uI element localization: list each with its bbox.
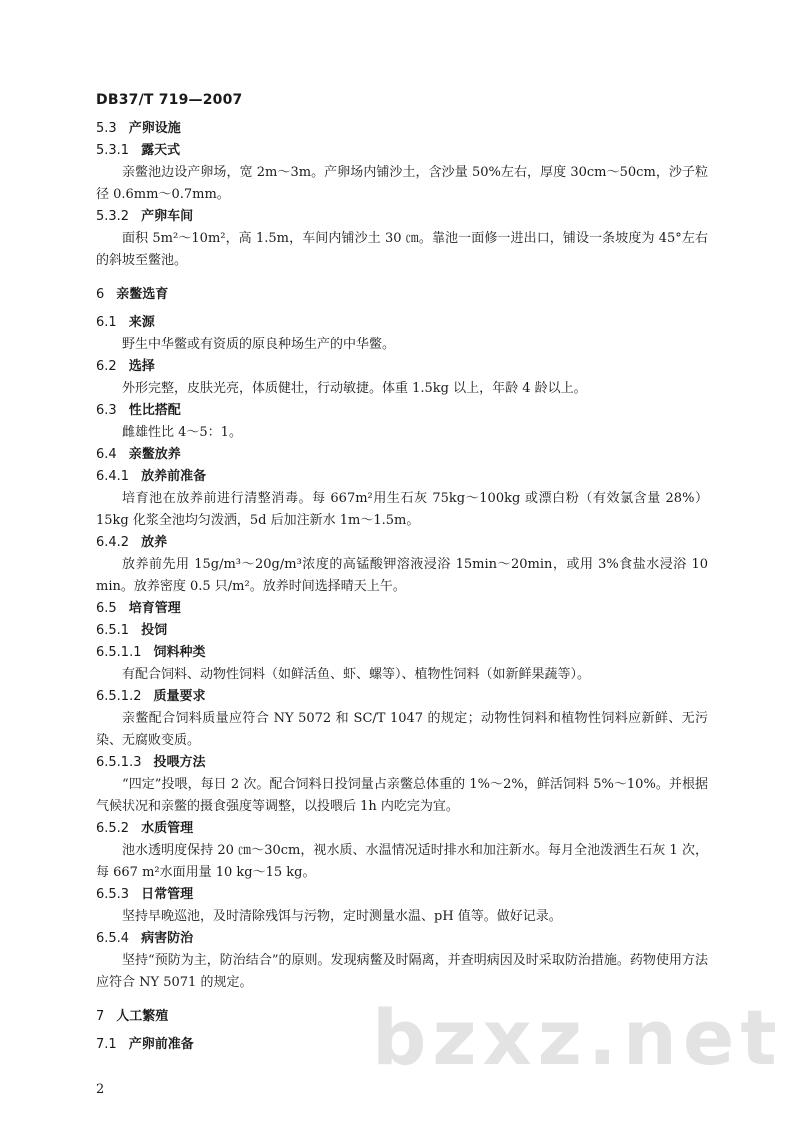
section-heading — [96, 466, 708, 488]
section-title: 投喂方法 — [153, 755, 206, 770]
document-body — [96, 118, 708, 1056]
paragraph: 培育池在放养前进行清整消毒。每 667m²用生石灰 75kg～100kg 或漂白粉（有效氯含量 28%）15kg 化浆全池均匀泼洒，5d 后加注新水 1m～1.5m。 — [96, 491, 708, 528]
section-title: 来源 — [128, 315, 155, 330]
section-heading — [96, 598, 708, 620]
section-heading — [96, 312, 708, 334]
section-title: 露天式 — [141, 143, 181, 158]
section-title: 产卵设施 — [128, 121, 181, 136]
paragraph: “四定”投喂，每日 2 次。配合饲料日投饲量占亲鳖总体重的 1%～2%，鲜活饲料 5%～10%。并根据气候状况和亲鳖的摄食强度等调整，以投喂后 1h 内吃完为宜。 — [96, 777, 708, 814]
section-title: 产卵车间 — [141, 209, 194, 224]
paragraph: 池水透明度保持 20 ㎝～30cm，视水质、水温情况适时排水和加注新水。每月全池泼洒生石灰 1 次，每 667 m²水面用量 10 kg～15 kg。 — [96, 843, 708, 880]
section-title: 投饲 — [141, 623, 168, 638]
section-heading — [96, 206, 708, 228]
section-number: 6.5.3 — [96, 887, 130, 902]
section-title: 亲鳖放养 — [128, 447, 181, 462]
section-title: 性比搭配 — [128, 403, 181, 418]
paragraph: 雌雄性比 4～5：1。 — [122, 425, 242, 440]
section-title: 水质管理 — [141, 821, 194, 836]
section-number: 6.5.1.3 — [96, 755, 142, 770]
paragraph: 面积 5m²～10m²，高 1.5m，车间内铺沙土 30 ㎝。靠池一面修一进出口，铺设一条坡度为 45°左右的斜坡至鳖池。 — [96, 231, 708, 268]
section-number: 6.3 — [96, 403, 117, 418]
section-heading — [96, 884, 708, 906]
section-heading — [96, 1034, 708, 1056]
paragraph: 外形完整，皮肤光亮，体质健壮，行动敏捷。体重 1.5kg 以上，年龄 4 龄以上。 — [122, 381, 587, 396]
section-title: 人工繁殖 — [116, 1009, 169, 1024]
section-number: 6 — [96, 287, 105, 302]
paragraph: 亲鳖池边设产卵场，宽 2m～3m。产卵场内铺沙土，含沙量 50%左右，厚度 30cm～50cm，沙子粒径 0.6mm～0.7mm。 — [96, 165, 708, 202]
section-heading — [96, 532, 708, 554]
section-heading — [96, 118, 708, 140]
section-heading — [96, 686, 708, 708]
section-title: 放养 — [141, 535, 168, 550]
paragraph: 有配合饲料、动物性饲料（如鲜活鱼、虾、螺等）、植物性饲料（如新鲜果蔬等）。 — [122, 667, 591, 682]
chapter-heading — [96, 1006, 708, 1028]
section-number: 7.1 — [96, 1037, 117, 1052]
section-title: 亲鳖选育 — [116, 287, 169, 302]
paragraph: 坚持“预防为主，防治结合”的原则。发现病鳖及时隔离，并查明病因及时采取防治措施。药物使用方法应符合 NY 5071 的规定。 — [96, 953, 708, 990]
section-number: 6.5.1.1 — [96, 645, 142, 660]
standard-code-header: DB37/T 719—2007 — [96, 92, 243, 108]
section-number: 6.5.1.2 — [96, 689, 142, 704]
section-heading — [96, 818, 708, 840]
section-number: 6.4 — [96, 447, 117, 462]
watermark: bzxz.net — [372, 993, 783, 1082]
section-heading — [96, 620, 708, 642]
section-heading — [96, 928, 708, 950]
chapter-heading — [96, 284, 708, 306]
page-number: 2 — [96, 1082, 105, 1097]
section-number: 6.5.1 — [96, 623, 130, 638]
section-number: 5.3.2 — [96, 209, 130, 224]
section-number: 6.4.2 — [96, 535, 130, 550]
section-heading — [96, 140, 708, 162]
section-number: 6.4.1 — [96, 469, 130, 484]
section-title: 培育管理 — [128, 601, 181, 616]
section-heading — [96, 356, 708, 378]
paragraph: 放养前先用 15g/m³～20g/m³浓度的高锰酸钾溶液浸浴 15min～20min，或用 3%食盐水浸浴 10 min。放养密度 0.5 只/m²。放养时间选择晴天上午。 — [96, 557, 708, 594]
section-title: 饲料种类 — [153, 645, 206, 660]
section-title: 放养前准备 — [141, 469, 207, 484]
section-heading — [96, 752, 708, 774]
section-title: 选择 — [128, 359, 155, 374]
section-number: 6.1 — [96, 315, 117, 330]
paragraph: 野生中华鳖或有资质的原良种场生产的中华鳖。 — [122, 337, 396, 352]
section-number: 5.3 — [96, 121, 117, 136]
paragraph: 坚持早晚巡池，及时清除残饵与污物，定时测量水温、pH 值等。做好记录。 — [122, 909, 562, 924]
section-heading — [96, 444, 708, 466]
section-number: 6.2 — [96, 359, 117, 374]
section-title: 质量要求 — [153, 689, 206, 704]
section-number: 6.5.4 — [96, 931, 130, 946]
section-number: 5.3.1 — [96, 143, 130, 158]
section-title: 病害防治 — [141, 931, 194, 946]
section-number: 6.5 — [96, 601, 117, 616]
section-title: 日常管理 — [141, 887, 194, 902]
paragraph: 亲鳖配合饲料质量应符合 NY 5072 和 SC/T 1047 的规定；动物性饲料和植物性饲料应新鲜、无污染、无腐败变质。 — [96, 711, 708, 748]
section-heading — [96, 400, 708, 422]
section-number: 6.5.2 — [96, 821, 130, 836]
section-heading — [96, 642, 708, 664]
section-title: 产卵前准备 — [128, 1037, 194, 1052]
section-number: 7 — [96, 1009, 105, 1024]
